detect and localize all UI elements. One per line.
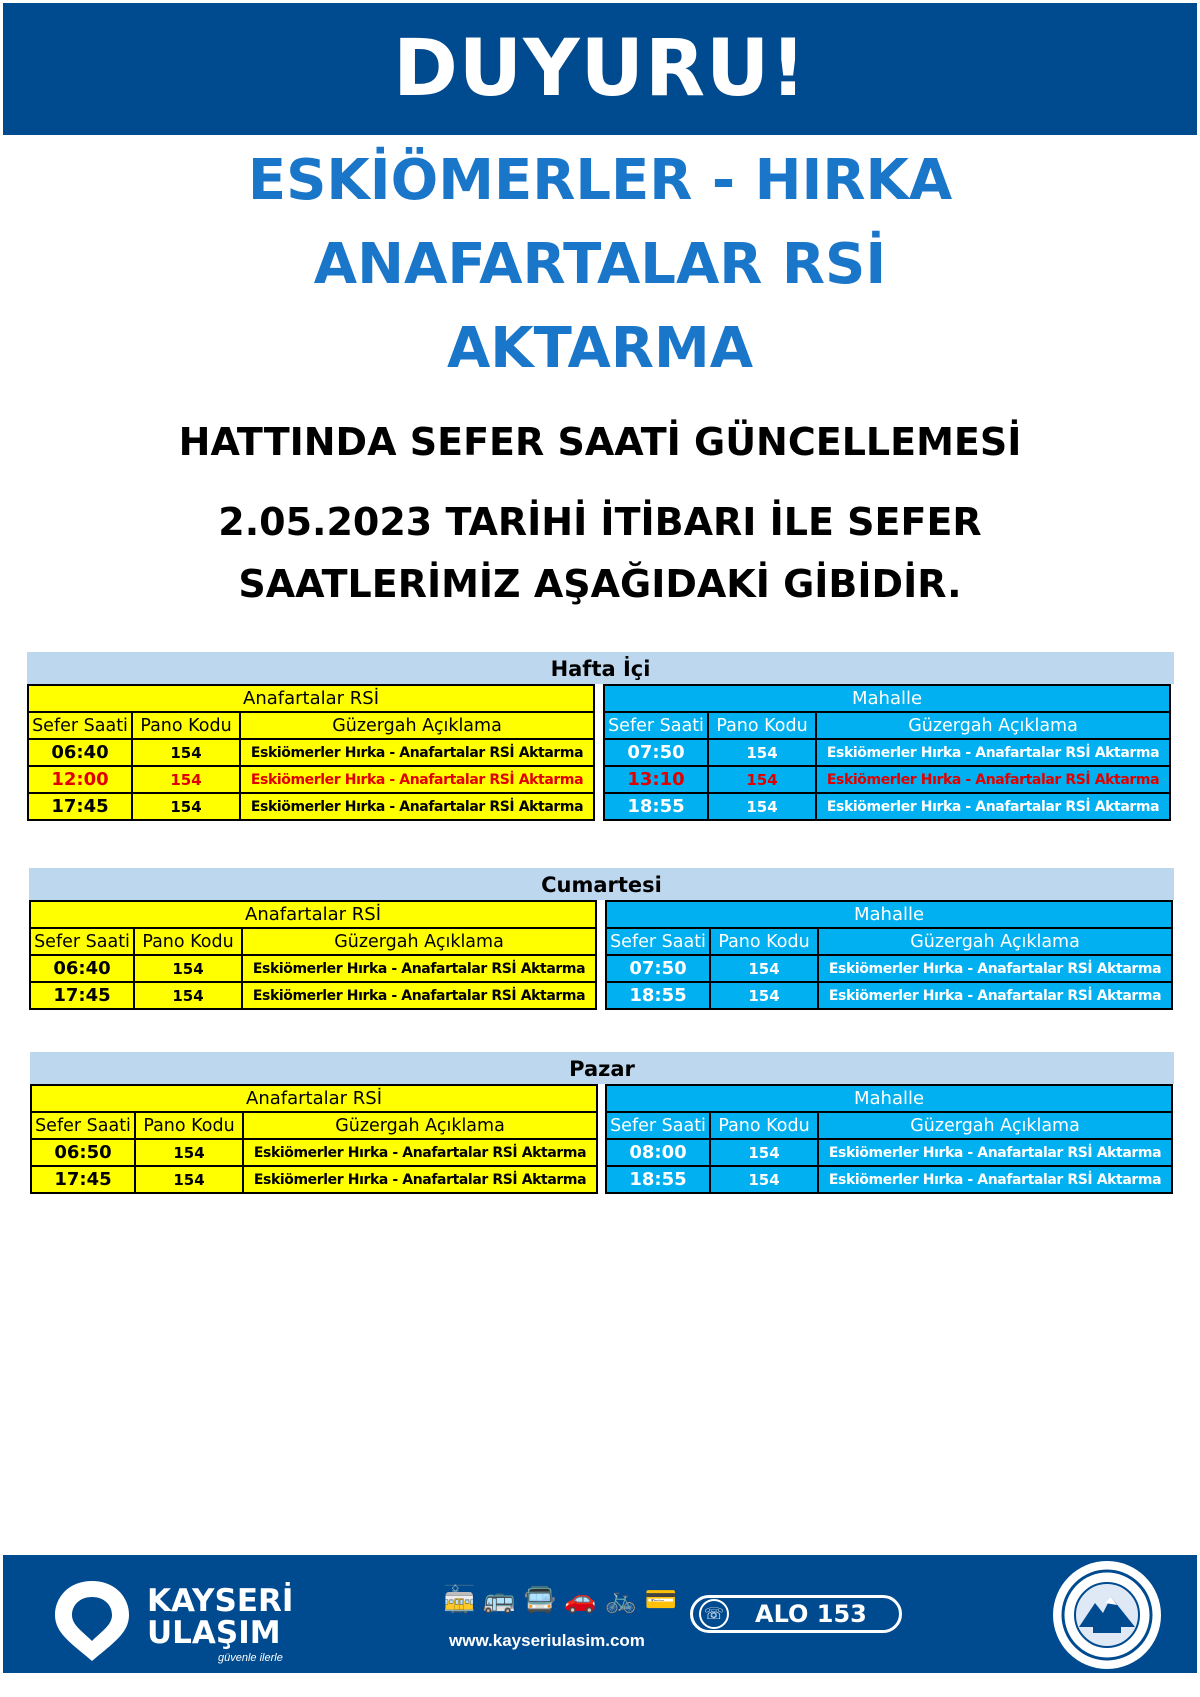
board-code: 154 (134, 955, 242, 982)
table-row (604, 766, 1170, 793)
route-title-line3: AKTARMA (446, 316, 754, 381)
table-row (604, 739, 1170, 766)
route-description: Eskiömerler Hırka - Anafartalar RSİ Aktarma (818, 1166, 1172, 1193)
departure-time: 18:55 (606, 1166, 710, 1193)
departure-time: 07:50 (606, 955, 710, 982)
route-description: Eskiömerler Hırka - Anafartalar RSİ Aktarma (818, 955, 1172, 982)
table-row (28, 739, 594, 766)
departure-time: 06:50 (31, 1139, 135, 1166)
schedule-table-left (29, 900, 597, 1010)
notice-line2: SAATLERİMİZ AŞAĞIDAKİ GİBİDİR. (238, 562, 962, 606)
phone-icon: ☏ (699, 1599, 729, 1629)
table-row (28, 793, 594, 820)
route-description: Eskiömerler Hırka - Anafartalar RSİ Aktarma (240, 739, 594, 766)
route-description: Eskiömerler Hırka - Anafartalar RSİ Aktarma (816, 766, 1170, 793)
column-header-route: Güzergah Açıklama (816, 712, 1170, 739)
schedule-table-left (27, 684, 595, 821)
announcement-banner (3, 3, 1197, 135)
departure-time: 12:00 (28, 766, 132, 793)
departure-time: 17:45 (28, 793, 132, 820)
table-row (30, 982, 596, 1009)
column-header-code: Pano Kodu (132, 712, 240, 739)
column-header-route: Güzergah Açıklama (242, 928, 596, 955)
board-code: 154 (132, 793, 240, 820)
route-description: Eskiömerler Hırka - Anafartalar RSİ Aktarma (816, 739, 1170, 766)
website-link[interactable]: www.kayseriulasim.com (449, 1631, 645, 1650)
column-header-time: Sefer Saati (606, 928, 710, 955)
table-row (31, 1139, 597, 1166)
departure-time: 06:40 (28, 739, 132, 766)
schedule-table-right (605, 900, 1173, 1010)
notice-line1: 2.05.2023 TARİHİ İTİBARI İLE SEFER (218, 500, 982, 544)
route-description: Eskiömerler Hırka - Anafartalar RSİ Aktarma (818, 982, 1172, 1009)
direction-label: Anafartalar RSİ (28, 685, 594, 712)
hotline-number: ALO 153 (755, 1600, 867, 1628)
departure-time: 17:45 (31, 1166, 135, 1193)
update-subtitle: HATTINDA SEFER SAATİ GÜNCELLEMESİ (178, 420, 1022, 464)
board-code: 154 (132, 766, 240, 793)
board-code: 154 (708, 793, 816, 820)
board-code: 154 (135, 1139, 243, 1166)
route-description: Eskiömerler Hırka - Anafartalar RSİ Aktarma (240, 766, 594, 793)
route-description: Eskiömerler Hırka - Anafartalar RSİ Aktarma (243, 1166, 597, 1193)
column-header-time: Sefer Saati (28, 712, 132, 739)
board-code: 154 (134, 982, 242, 1009)
departure-time: 18:55 (606, 982, 710, 1009)
table-row (606, 955, 1172, 982)
column-header-code: Pano Kodu (710, 928, 818, 955)
board-code: 154 (132, 739, 240, 766)
table-row (606, 1166, 1172, 1193)
card-icon: 💳 (644, 1585, 678, 1615)
day-header: Pazar (30, 1052, 1174, 1084)
brand-slogan: güvenle ilerle (218, 1652, 283, 1664)
column-header-route: Güzergah Açıklama (243, 1112, 597, 1139)
transport-icons (443, 1585, 677, 1615)
direction-label: Anafartalar RSİ (31, 1085, 597, 1112)
direction-label: Mahalle (604, 685, 1170, 712)
municipality-seal-icon (1053, 1561, 1161, 1669)
hotline-badge[interactable] (690, 1595, 902, 1633)
column-header-time: Sefer Saati (604, 712, 708, 739)
direction-label: Mahalle (606, 901, 1172, 928)
direction-label: Mahalle (606, 1085, 1172, 1112)
table-row (31, 1166, 597, 1193)
column-header-code: Pano Kodu (708, 712, 816, 739)
route-description: Eskiömerler Hırka - Anafartalar RSİ Aktarma (242, 982, 596, 1009)
board-code: 154 (710, 1139, 818, 1166)
departure-time: 17:45 (30, 982, 134, 1009)
departure-time: 18:55 (604, 793, 708, 820)
route-description: Eskiömerler Hırka - Anafartalar RSİ Aktarma (240, 793, 594, 820)
departure-time: 08:00 (606, 1139, 710, 1166)
bicycle-icon: 🚲 (604, 1585, 637, 1615)
route-title-line2: ANAFARTALAR RSİ (313, 232, 887, 297)
departure-time: 07:50 (604, 739, 708, 766)
board-code: 154 (708, 766, 816, 793)
route-description: Eskiömerler Hırka - Anafartalar RSİ Aktarma (243, 1139, 597, 1166)
column-header-code: Pano Kodu (134, 928, 242, 955)
column-header-code: Pano Kodu (135, 1112, 243, 1139)
column-header-time: Sefer Saati (606, 1112, 710, 1139)
schedule-table-right (603, 684, 1171, 821)
board-code: 154 (708, 739, 816, 766)
banner-title: DUYURU! (393, 24, 807, 114)
direction-label: Anafartalar RSİ (30, 901, 596, 928)
kayseri-ulasim-logo-icon (47, 1575, 137, 1665)
route-description: Eskiömerler Hırka - Anafartalar RSİ Aktarma (818, 1139, 1172, 1166)
table-row (28, 766, 594, 793)
board-code: 154 (710, 1166, 818, 1193)
schedule-table-right (605, 1084, 1173, 1194)
route-description: Eskiömerler Hırka - Anafartalar RSİ Aktarma (816, 793, 1170, 820)
brand-line2: ULAŞIM (147, 1615, 281, 1651)
brand-line1: KAYSERİ (147, 1583, 294, 1619)
day-header: Cumartesi (29, 868, 1174, 900)
footer-bar (3, 1555, 1197, 1673)
table-row (606, 1139, 1172, 1166)
bus-icon: 🚌 (483, 1585, 516, 1615)
board-code: 154 (135, 1166, 243, 1193)
bus-front-icon: 🚍 (523, 1585, 557, 1615)
day-header: Hafta İçi (27, 652, 1174, 684)
route-title-line1: ESKİÖMERLER - HIRKA (247, 148, 953, 213)
column-header-time: Sefer Saati (30, 928, 134, 955)
table-row (604, 793, 1170, 820)
board-code: 154 (710, 982, 818, 1009)
column-header-route: Güzergah Açıklama (818, 1112, 1172, 1139)
departure-time: 13:10 (604, 766, 708, 793)
departure-time: 06:40 (30, 955, 134, 982)
column-header-time: Sefer Saati (31, 1112, 135, 1139)
tram-icon: 🚋 (443, 1585, 476, 1615)
car-parking-icon: 🚗 (564, 1585, 597, 1615)
column-header-route: Güzergah Açıklama (818, 928, 1172, 955)
schedule-table-left (30, 1084, 598, 1194)
column-header-route: Güzergah Açıklama (240, 712, 594, 739)
column-header-code: Pano Kodu (710, 1112, 818, 1139)
table-row (30, 955, 596, 982)
board-code: 154 (710, 955, 818, 982)
route-description: Eskiömerler Hırka - Anafartalar RSİ Aktarma (242, 955, 596, 982)
table-row (606, 982, 1172, 1009)
